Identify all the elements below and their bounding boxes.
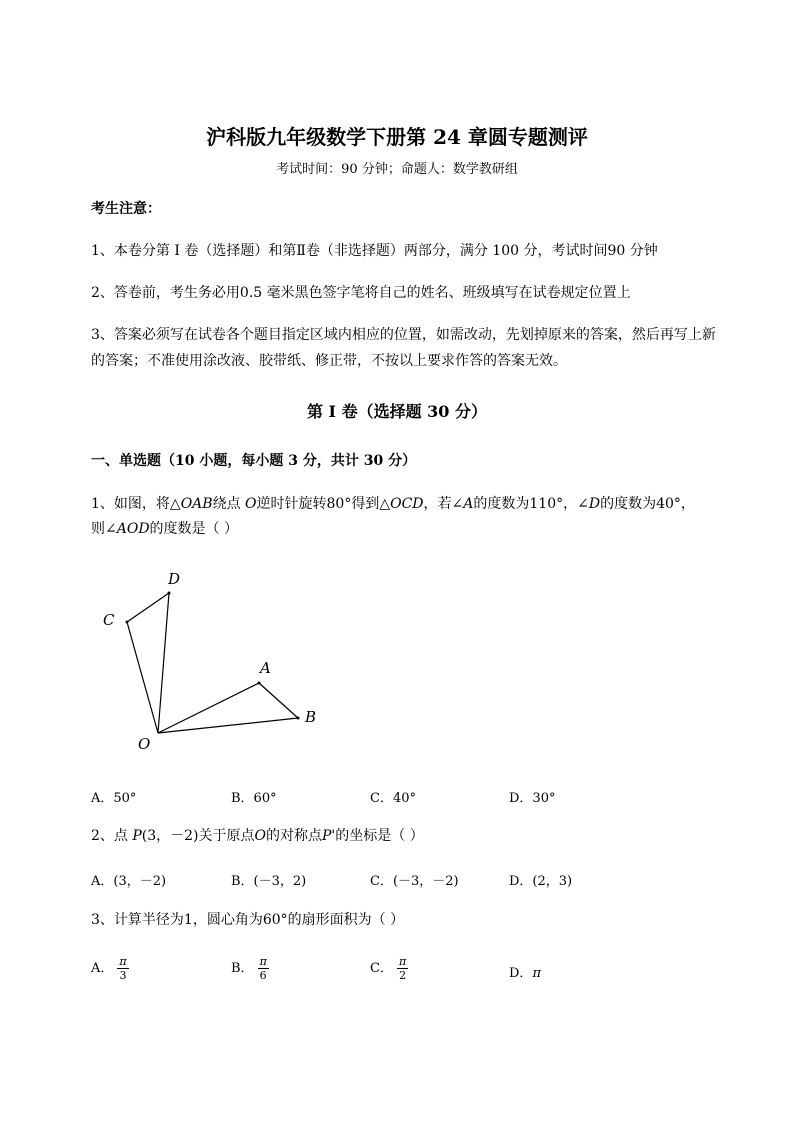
segment-cd — [127, 593, 169, 622]
part-title: 一、单选题（10 小题，每小题 3 分，共计 30 分） — [91, 453, 417, 469]
label-o: O — [138, 735, 151, 753]
q2-option-d[interactable]: D．(2，3) — [509, 874, 573, 889]
option-value: π — [532, 966, 541, 981]
q2-option-b[interactable]: B．(－3，2) — [231, 874, 307, 889]
fraction — [397, 955, 408, 982]
q3-option-d[interactable] — [509, 962, 541, 981]
notice-item-2: 2、答卷前，考生务必用0.5 毫米黑色签字笔将自己的姓名、班级填写在试卷规定位置上 — [91, 285, 631, 301]
exam-info: 考试时间：90 分钟；命题人：数学教研组 — [276, 162, 518, 177]
question-3: 3、计算半径为1，圆心角为60°的扇形面积为（ ） — [91, 912, 405, 928]
q2-var-p-prime: P' — [322, 828, 336, 844]
option-prefix: D． — [509, 966, 533, 981]
point-c — [126, 621, 129, 624]
denominator: 2 — [399, 969, 407, 982]
notice-item-3-cont: 的答案；不准使用涂改液、胶带纸、修正带，不按以上要求作答的答案无效。 — [91, 353, 567, 369]
option-prefix: B． — [231, 961, 254, 976]
q1-text: 的度数为40°， — [600, 496, 695, 512]
page-title: 沪科版九年级数学下册第 24 章圆专题测评 — [206, 125, 588, 149]
q1-option-c[interactable]: C．40° — [370, 791, 416, 806]
notice-heading: 考生注意： — [91, 201, 161, 217]
notice-item-3: 3、答案必须写在试卷各个题目指定区域内相应的位置，如需改动，先划掉原来的答案，然后再写上新 — [91, 327, 716, 343]
q1-text: ，若∠ — [423, 496, 464, 512]
label-c: C — [103, 611, 115, 629]
segment-do — [158, 593, 169, 733]
segment-ab — [259, 683, 298, 718]
q3-option-b[interactable] — [231, 955, 269, 982]
segment-bo — [158, 718, 298, 733]
q1-var-a: A — [463, 496, 474, 512]
question-2 — [91, 823, 424, 849]
point-a — [258, 682, 261, 685]
segment-oa — [158, 683, 259, 733]
denominator: 6 — [259, 969, 267, 982]
notice-item-1: 1、本卷分第 I 卷（选择题）和第Ⅱ卷（非选择题）两部分，满分 100 分，考试时间90 分钟 — [91, 243, 658, 259]
q1-text: 的度数为110°，∠ — [473, 496, 589, 512]
q2-var-o: O — [254, 828, 267, 844]
option-prefix: C． — [370, 961, 393, 976]
question-1-line-1 — [91, 491, 695, 517]
q2-option-a[interactable]: A．(3，－2) — [91, 874, 167, 889]
q1-var-d: D — [588, 496, 601, 512]
section-title: 第 I 卷（选择题 30 分） — [306, 402, 488, 421]
rotation-figure — [90, 560, 340, 760]
numerator: π — [259, 955, 267, 968]
q1-text: 的度数是（ ） — [149, 521, 238, 537]
q1-option-a[interactable]: A．50° — [91, 791, 137, 806]
q1-var-oab: OAB — [180, 496, 213, 512]
q1-option-b[interactable]: B．60° — [231, 791, 277, 806]
q1-text: 绕点 — [212, 496, 246, 512]
q3-option-c[interactable] — [370, 955, 408, 982]
q1-text: 逆时针旋转80°得到△ — [256, 496, 391, 512]
q2-text: 2、点 — [91, 828, 133, 844]
question-1-line-2 — [91, 516, 238, 542]
label-a: A — [260, 659, 271, 677]
fraction — [117, 955, 128, 982]
numerator: π — [398, 955, 407, 968]
q1-var-o: O — [245, 496, 257, 512]
segment-oc — [127, 622, 158, 733]
q2-option-c[interactable]: C．(－3，－2) — [370, 874, 459, 889]
option-prefix: A． — [91, 961, 114, 976]
q1-var-aod: AOD — [116, 521, 150, 537]
label-d: D — [168, 570, 181, 588]
q1-var-ocd: OCD — [390, 496, 424, 512]
numerator: π — [119, 955, 127, 968]
q1-text: 则∠ — [91, 521, 117, 537]
q2-var-p: P — [132, 828, 142, 844]
fraction — [258, 955, 269, 982]
q3-option-a[interactable] — [91, 955, 129, 982]
q2-text: 的对称点 — [266, 828, 323, 844]
q1-option-d[interactable]: D．30° — [509, 791, 556, 806]
q1-text: 1、如图，将△ — [91, 496, 181, 512]
label-b: B — [305, 708, 317, 726]
point-d — [168, 592, 171, 595]
point-b — [297, 717, 300, 720]
denominator: 3 — [119, 969, 127, 982]
q2-text: (3，－2)关于原点 — [141, 828, 255, 844]
q2-text: 的坐标是（ ） — [335, 828, 424, 844]
